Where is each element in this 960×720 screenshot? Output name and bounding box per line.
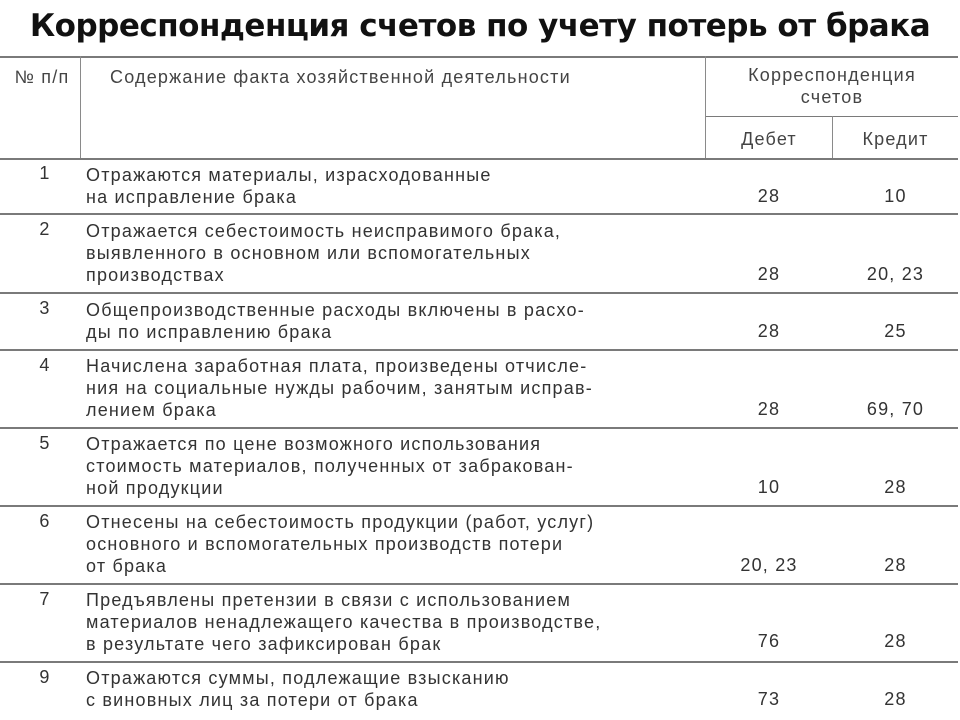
row-debit: 28: [757, 186, 781, 206]
row-description: Предъявлены претензии в связи с использованием материалов ненадлежащего качества в производстве, в результате чего зафиксирован брак: [86, 590, 602, 654]
row-number: 1: [39, 163, 51, 183]
row-description: Отражается по цене возможного использования стоимость материалов, полученных от забракован- ной продукции: [86, 434, 574, 498]
row-debit: 20, 23: [740, 555, 798, 575]
row-debit: 73: [757, 689, 781, 709]
row-description: Общепроизводственные расходы включены в расхо- ды по исправлению брака: [86, 300, 585, 342]
row-divider: [0, 349, 958, 351]
table-top-border: [0, 56, 958, 58]
col-divider-num: [80, 56, 81, 158]
header-bottom-border: [0, 158, 958, 160]
row-credit: 28: [884, 555, 907, 575]
row-number: 2: [39, 219, 51, 239]
row-description: Начислена заработная плата, произведены отчисле- ния на социальные нужды рабочим, занятым исправ- лением брака: [86, 356, 593, 420]
row-debit: 76: [757, 631, 781, 651]
row-debit: 28: [757, 399, 781, 419]
row-number: 9: [39, 667, 51, 687]
row-divider: [0, 505, 958, 507]
row-number: 3: [39, 298, 51, 318]
row-description: Отражается себестоимость неисправимого брака, выявленного в основном или вспомогательных производствах: [86, 221, 562, 285]
row-credit: 28: [884, 689, 907, 709]
row-divider: [0, 427, 958, 429]
header-debit: Дебет: [741, 129, 797, 149]
row-number: 6: [39, 511, 51, 531]
row-description: Отражаются материалы, израсходованные на исправление брака: [86, 165, 492, 207]
row-divider: [0, 213, 958, 215]
header-credit: Кредит: [862, 129, 929, 149]
row-divider: [0, 292, 958, 294]
header-correspondence: Корреспонденция счетов: [748, 65, 916, 107]
row-number: 5: [39, 433, 51, 453]
row-number: 4: [39, 355, 51, 375]
row-credit: 28: [884, 477, 907, 497]
row-description: Отражаются суммы, подлежащие взысканию с виновных лиц за потери от брака: [86, 668, 510, 710]
row-credit: 25: [884, 321, 907, 341]
row-description: Отнесены на себестоимость продукции (работ, услуг) основного и вспомогательных производств потери от брака: [86, 512, 595, 576]
row-credit: 20, 23: [866, 264, 925, 284]
page-title: Корреспонденция счетов по учету потерь от брака: [29, 8, 931, 44]
row-credit: 10: [884, 186, 907, 206]
row-divider: [0, 661, 958, 663]
header-num: № п/п: [14, 67, 70, 87]
row-credit: 28: [884, 631, 907, 651]
row-number: 7: [39, 589, 51, 609]
row-divider: [0, 583, 958, 585]
row-debit: 28: [757, 264, 781, 284]
row-debit: 10: [757, 477, 781, 497]
header-content: Содержание факта хозяйственной деятельности: [110, 67, 571, 87]
row-debit: 28: [757, 321, 781, 341]
row-credit: 69, 70: [866, 399, 925, 419]
